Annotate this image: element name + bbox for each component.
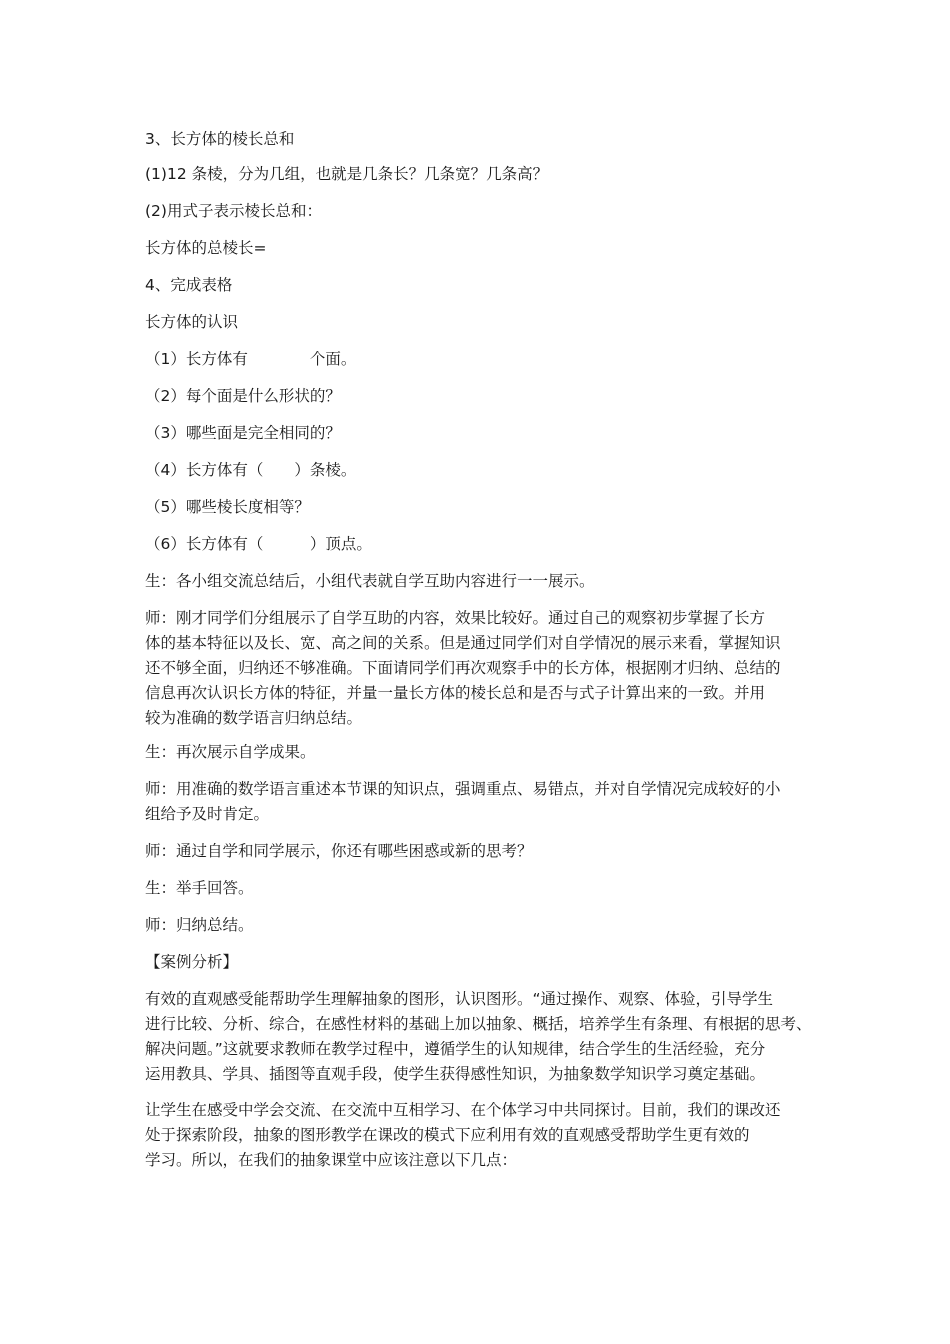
- text-line: 较为准确的数学语言归纳总结。: [145, 709, 363, 727]
- question-formula: (2)用式子表示棱长总和：: [145, 202, 322, 220]
- student-line-1: 生：各小组交流总结后，小组代表就自学互助内容进行一一展示。: [145, 572, 595, 590]
- question-2: （2）每个面是什么形状的？: [145, 387, 341, 405]
- teacher-conclude: 师：归纳总结。: [145, 916, 254, 934]
- text-line: 让学生在感受中学会交流、在交流中互相学习、在个体学习中共同探讨。目前，我们的课改还: [145, 1101, 781, 1119]
- text-line: 进行比较、分析、综合，在感性材料的基础上加以抽象、概括，培养学生有条理、有根据的思考、: [145, 1015, 812, 1033]
- question-3: （3）哪些面是完全相同的？: [145, 424, 341, 442]
- text-line: 信息再次认识长方体的特征，并量一量长方体的棱长总和是否与式子计算出来的一致。并用: [145, 684, 766, 702]
- text-line: 体的基本特征以及长、宽、高之间的关系。但是通过同学们对自学情况的展示来看，掌握知识: [145, 634, 781, 652]
- text-line: 组给予及时肯定。: [145, 805, 270, 823]
- text-line: 还不够全面，归纳还不够准确。下面请同学们再次观察手中的长方体，根据刚才归纳、总结的: [145, 659, 781, 677]
- analysis-paragraph-1: [145, 987, 812, 1087]
- text-line: 处于探索阶段，抽象的图形教学在课改的模式下应利用有效的直观感受帮助学生更有效的: [145, 1126, 750, 1144]
- teacher-restate-paragraph: [145, 777, 805, 827]
- teacher-summary-paragraph: [145, 606, 805, 731]
- teacher-question: 师：通过自学和同学展示，你还有哪些困惑或新的思考？: [145, 842, 533, 860]
- text-line: 有效的直观感受能帮助学生理解抽象的图形，认识图形。“通过操作、观察、体验，引导学生: [145, 990, 774, 1008]
- heading-edge-total: 3、长方体的棱长总和: [145, 130, 295, 148]
- question-5: （5）哪些棱长度相等？: [145, 498, 310, 516]
- student-answer: 生：举手回答。: [145, 879, 254, 897]
- heading-complete-table: 4、完成表格: [145, 276, 233, 294]
- question-1: （1）长方体有 个面。: [145, 350, 357, 368]
- analysis-paragraph-2: [145, 1098, 805, 1173]
- text-line: 师：刚才同学们分组展示了自学互助的内容，效果比较好。通过自己的观察初步掌握了长方: [145, 609, 766, 627]
- formula-line: 长方体的总棱长=: [145, 239, 267, 257]
- analysis-heading: 【案例分析】: [145, 953, 239, 971]
- text-line: 师：用准确的数学语言重述本节课的知识点，强调重点、易错点，并对自学情况完成较好的小: [145, 780, 781, 798]
- text-line: 运用教具、学具、插图等直观手段，使学生获得感性知识，为抽象数学知识学习奠定基础。: [145, 1065, 766, 1083]
- question-edge-groups: (1)12 条棱，分为几组，也就是几条长？几条宽？几条高？: [145, 165, 549, 183]
- question-6: （6）长方体有（ ）顶点。: [145, 535, 372, 553]
- text-line: 学习。所以，在我们的抽象课堂中应该注意以下几点：: [145, 1151, 518, 1169]
- subheading-cuboid: 长方体的认识: [145, 313, 239, 331]
- question-4: （4）长方体有（ ）条棱。: [145, 461, 357, 479]
- text-line: 解决问题。”这就要求教师在教学过程中，遵循学生的认知规律，结合学生的生活经验，充分: [145, 1040, 766, 1058]
- student-line-2: 生：再次展示自学成果。: [145, 743, 316, 761]
